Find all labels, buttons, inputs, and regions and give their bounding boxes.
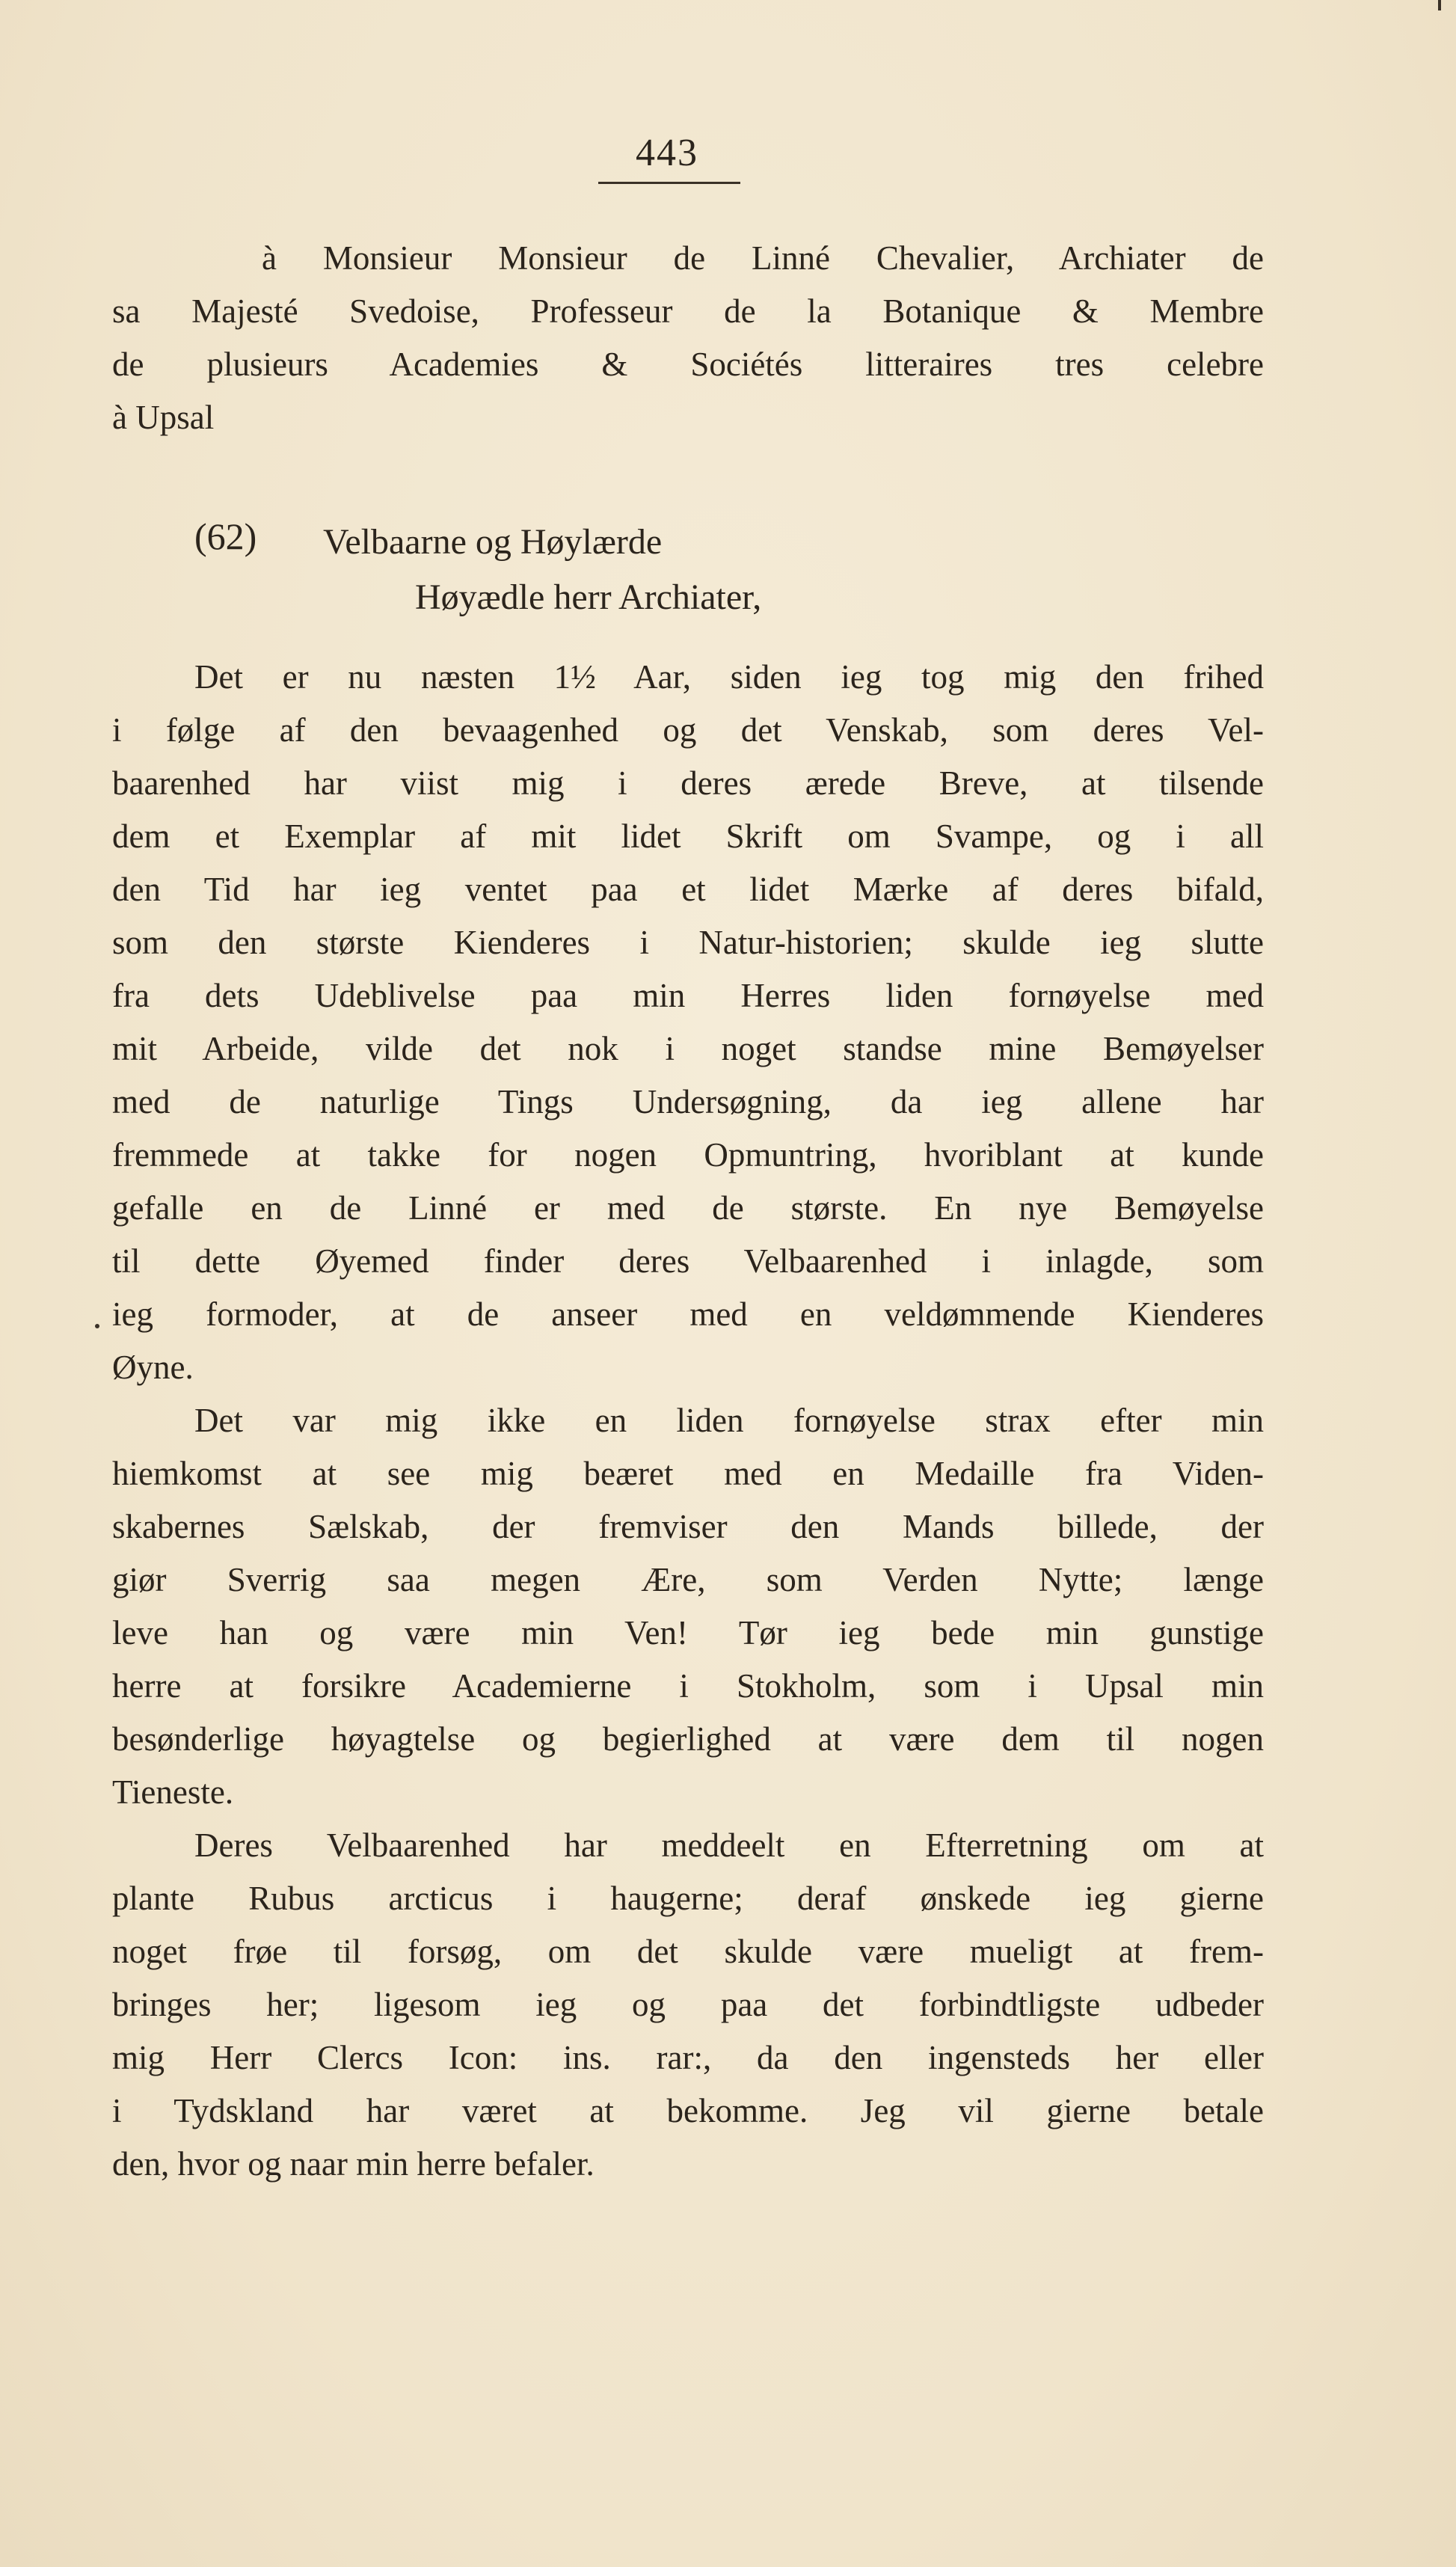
letter-body	[112, 651, 1264, 2191]
body-line: bringes her; ligesom ieg og paa det forbindtligste udbeder	[112, 1986, 1264, 2023]
body-line: den Tid har ieg ventet paa et lidet Mærke af deres bifald,	[112, 871, 1264, 908]
body-line: i følge af den bevaagenhed og det Venskab, som deres Vel-	[112, 711, 1264, 749]
corner-mark	[1438, 0, 1441, 10]
body-line: Tieneste.	[112, 1773, 234, 1811]
body-line: med de naturlige Tings Undersøgning, da ieg allene har	[112, 1083, 1264, 1120]
body-line: i Tydskland har været at bekomme. Jeg vil gierne betale	[112, 2092, 1264, 2129]
body-line: herre at forsikre Academierne i Stokholm, som i Upsal min	[112, 1667, 1264, 1705]
body-line: noget frøe til forsøg, om det skulde være mueligt at frem-	[112, 1933, 1264, 1970]
body-line: mig Herr Clercs Icon: ins. rar:, da den ingensteds her eller	[112, 2039, 1264, 2076]
body-line: fremmede at takke for nogen Opmuntring, hvoriblant at kunde	[112, 1136, 1264, 1174]
body-line: ieg formoder, at de anseer med en veldømmende Kienderes	[112, 1295, 1264, 1333]
address-line: à Monsieur Monsieur de Linné Chevalier, Archiater de	[262, 239, 1264, 277]
letter-number: (62)	[194, 515, 257, 557]
body-line: dem et Exemplar af mit lidet Skrift om Svampe, og i all	[112, 818, 1264, 855]
address-block	[112, 232, 1264, 444]
body-line: Det er nu næsten 1½ Aar, siden ieg tog mig den frihed	[194, 658, 1264, 696]
address-line: sa Majesté Svedoise, Professeur de la Botanique & Membre	[112, 292, 1264, 330]
body-line: giør Sverrig saa megen Ære, som Verden Nytte; længe	[112, 1561, 1264, 1598]
salutation-line-1: Velbaarne og Høylærde	[323, 522, 663, 562]
body-line: plante Rubus arcticus i haugerne; deraf ønskede ieg gierne	[112, 1880, 1264, 1917]
body-line: baarenhed har viist mig i deres ærede Breve, at tilsende	[112, 764, 1264, 802]
body-line: Øyne.	[112, 1349, 194, 1386]
salutation-line-2: Høyædle herr Archiater,	[415, 577, 762, 617]
page-number: 443	[636, 132, 698, 174]
body-line: gefalle en de Linné er med de største. En nye Bemøyelse	[112, 1189, 1264, 1227]
salutation	[323, 515, 761, 625]
body-line: fra dets Udeblivelse paa min Herres liden fornøyelse med	[112, 977, 1264, 1014]
address-line: à Upsal	[112, 399, 215, 436]
body-line: den, hvor og naar min herre befaler.	[112, 2145, 595, 2183]
body-line: til dette Øyemed finder deres Velbaarenhed i inlagde, som	[112, 1242, 1264, 1280]
body-line: mit Arbeide, vilde det nok i noget standse mine Bemøyelser	[112, 1030, 1264, 1067]
address-line: de plusieurs Academies & Sociétés litteraires tres celebre	[112, 346, 1264, 383]
body-line: besønderlige høyagtelse og begierlighed at være dem til nogen	[112, 1720, 1264, 1758]
body-line: Det var mig ikke en liden fornøyelse strax efter min	[194, 1402, 1264, 1439]
page-number-rule	[598, 182, 740, 184]
margin-mark	[95, 1324, 99, 1328]
body-line: Deres Velbaarenhed har meddeelt en Efterretning om at	[194, 1827, 1264, 1864]
body-line: leve han og være min Ven! Tør ieg bede min gunstige	[112, 1614, 1264, 1651]
body-line: skabernes Sælskab, der fremviser den Mands billede, der	[112, 1508, 1264, 1545]
body-line: hiemkomst at see mig beæret med en Medaille fra Viden-	[112, 1455, 1264, 1492]
body-line: som den største Kienderes i Natur-historien; skulde ieg slutte	[112, 924, 1264, 961]
